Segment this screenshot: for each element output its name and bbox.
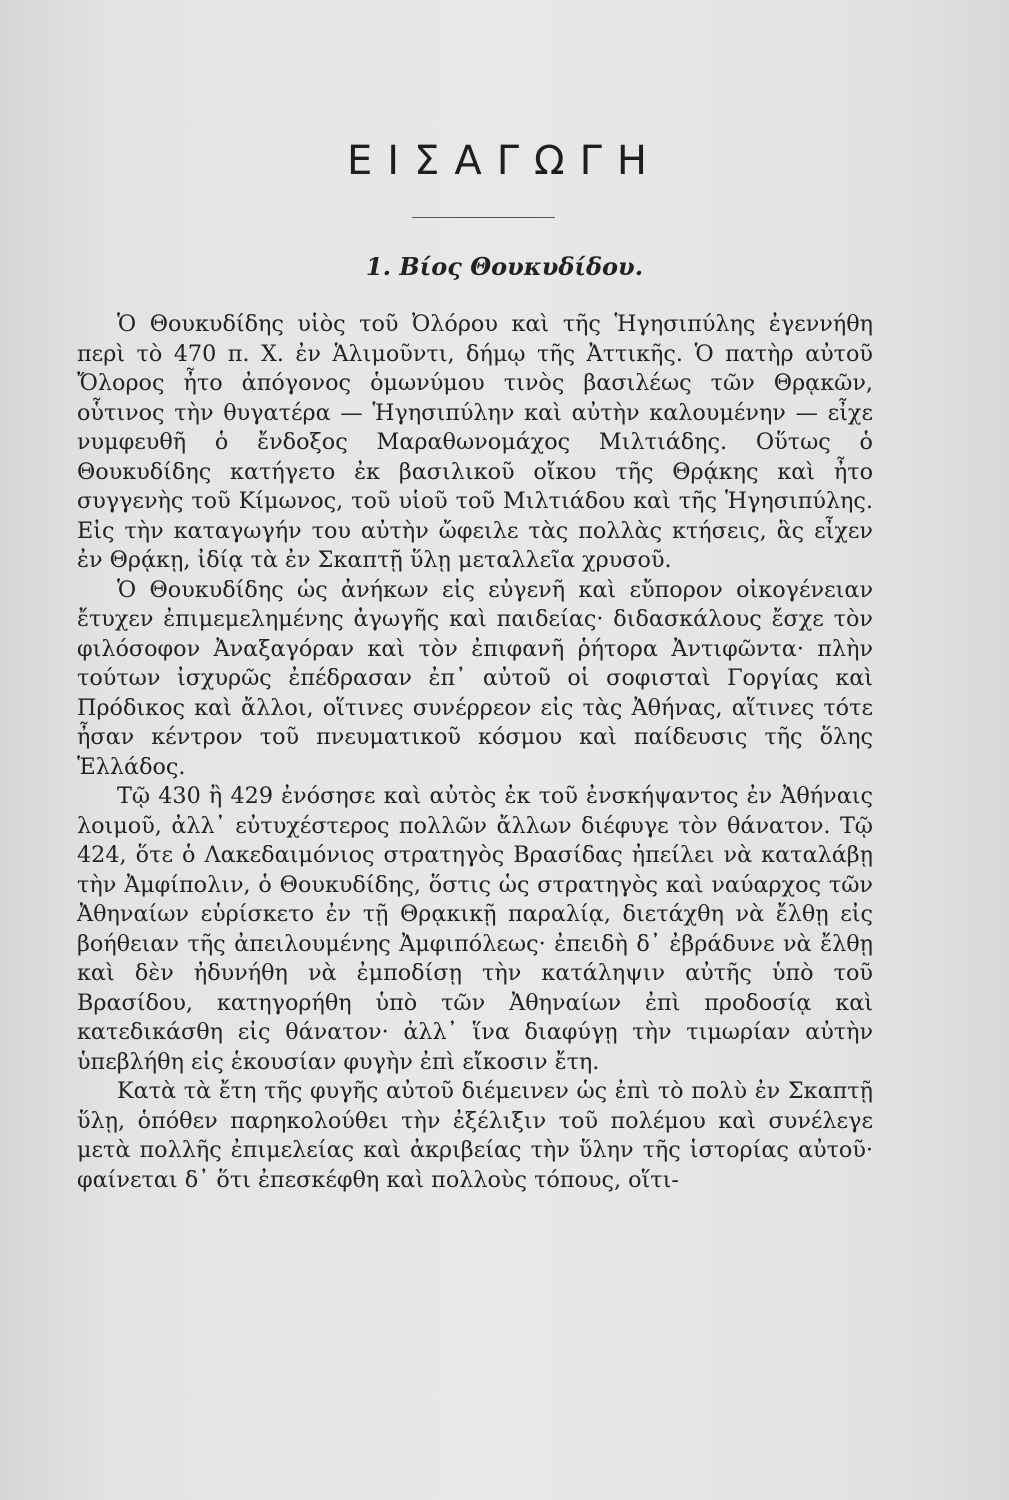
paragraph-4: Κατὰ τὰ ἔτη τῆς φυγῆς αὐτοῦ διέμεινεν ὡς ἐπὶ τὸ πολὺ ἐν Σκαπτῇ ὕλῃ, ὁπόθεν παρηκολούθει τὴν ἐξέλιξιν τοῦ πολέμου καὶ συνέλεγε μετὰ πολλῆς ἐπιμελείας καὶ ἀκριβείας τὴν ὕλην τῆς ἱστορίας αὐτοῦ· φαίνεται δ᾿ ὅτι ἐπεσκέφθη καὶ πολλοὺς τόπους, οἵτι-	[77, 1078, 873, 1193]
section-heading: 1. Βίος Θουκυδίδου.	[365, 252, 644, 281]
paragraph-3: Τῷ 430 ἢ 429 ἐνόσησε καὶ αὐτὸς ἐκ τοῦ ἐνσκήψαντος ἐν Ἀθήναις λοιμοῦ, ἀλλ᾿ εὐτυχέστερος πολλῶν ἄλλων διέφυγε τὸν θάνατον. Τῷ 424, ὅτε ὁ Λακεδαιμόνιος στρατηγὸς Βρασίδας ἠπείλει νὰ καταλάβῃ τὴν Ἀμφίπολιν, ὁ Θουκυδίδης, ὅστις ὡς στρατηγὸς καὶ ναύαρχος τῶν Ἀθηναίων εὑρίσκετο ἐν τῇ Θρᾳκικῇ παραλίᾳ, διετάχθη νὰ ἔλθῃ εἰς βοήθειαν τῆς ἀπειλουμένης Ἀμφιπόλεως· ἐπειδὴ δ᾿ ἐβράδυνε νὰ ἔλθῃ καὶ δὲν ἠδυνήθη νὰ ἐμποδίσῃ τὴν κατάληψιν αὐτῆς ὑπὸ τοῦ Βρασίδου, κατηγορήθη ὑπὸ τῶν Ἀθηναίων ἐπὶ προδοσίᾳ καὶ κατεδικάσθη εἰς θάνατον· ἀλλ᾿ ἵνα διαφύγῃ τὴν τιμωρίαν αὐτὴν ὑπεβλήθη εἰς ἑκουσίαν φυγὴν ἐπὶ εἴκοσιν ἔτη.	[77, 783, 873, 1075]
paragraph-1: Ὁ Θουκυδίδης υἱὸς τοῦ Ὀλόρου καὶ τῆς Ἡγησιπύλης ἐγεννήθη περὶ τὸ 470 π. Χ. ἐν Ἁλιμοῦντι, δήμῳ τῆς Ἀττικῆς. Ὁ πατὴρ αὐτοῦ Ὄλορος ἦτο ἀπόγονος ὁμωνύμου τινὸς βασιλέως τῶν Θρᾳκῶν, οὗτινος τὴν θυγατέρα — Ἡγησιπύλην καὶ αὐτὴν καλουμένην — εἶχε νυμφευθῆ ὁ ἔνδοξος Μαραθωνομάχος Μιλτιάδης. Οὕτως ὁ Θουκυδίδης κατήγετο ἐκ βασιλικοῦ οἴκου τῆς Θρᾴκης καὶ ἦτο συγγενὴς τοῦ Κίμωνος, τοῦ υἱοῦ τοῦ Μιλτιάδου καὶ τῆς Ἡγησιπύλης. Εἰς τὴν καταγωγήν του αὐτὴν ὤφειλε τὰς πολλὰς κτήσεις, ἃς εἶχεν ἐν Θρᾴκῃ, ἰδίᾳ τὰ ἐν Σκαπτῇ ὕλῃ μεταλλεῖα χρυσοῦ.	[77, 311, 873, 573]
chapter-title: ΕΙΣΑΓΩΓΗ	[347, 138, 662, 184]
body-text	[77, 310, 873, 1195]
paragraph-2: Ὁ Θουκυδίδης ὡς ἀνήκων εἰς εὐγενῆ καὶ εὔπορον οἰκογένειαν ἔτυχεν ἐπιμεμελημένης ἀγωγῆς καὶ παιδείας· διδασκάλους ἔσχε τὸν φιλόσοφον Ἀναξαγόραν καὶ τὸν ἐπιφανῆ ῥήτορα Ἀντιφῶντα· πλὴν τούτων ἰσχυρῶς ἐπέδρασαν ἐπ᾿ αὐτοῦ οἱ σοφισταὶ Γοργίας καὶ Πρόδικος καὶ ἄλλοι, οἵτινες συνέρρεον εἰς τὰς Ἀθήνας, αἵτινες τότε ἦσαν κέντρον τοῦ πνευματικοῦ κόσμου καὶ παίδευσις τῆς ὅλης Ἑλλάδος.	[77, 576, 873, 780]
title-divider	[412, 217, 555, 218]
